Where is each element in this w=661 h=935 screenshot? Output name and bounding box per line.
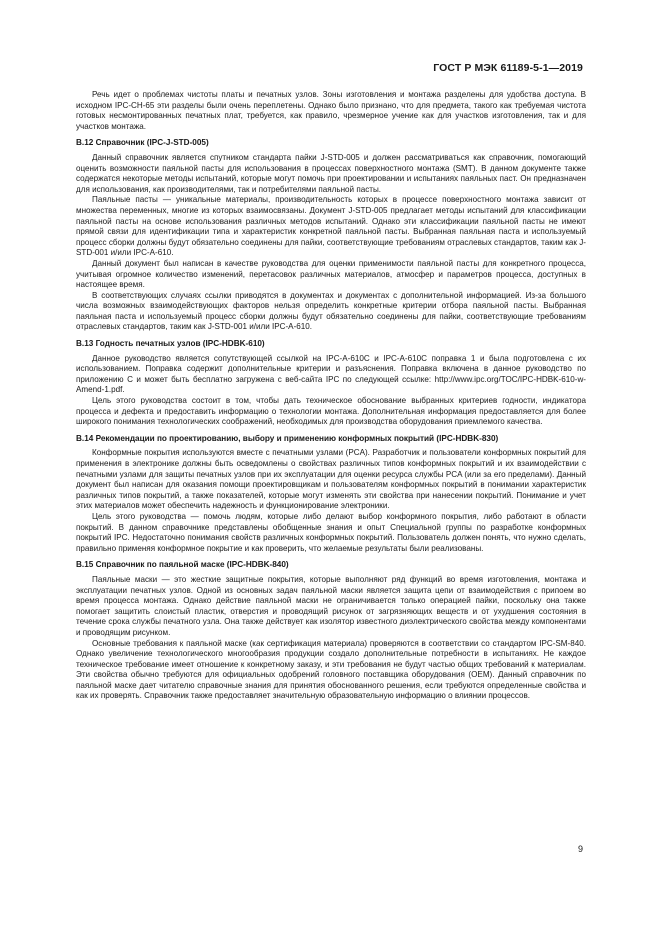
paragraph: Данный документ был написан в качестве руководства для оценки применимости паяльной пасты для конкретного процесса, учитывая огромное количество изменений, перетасовок различных материалов, атмосфер и параметров процесса, доступных в настоящее время. bbox=[76, 258, 586, 290]
paragraph: Данное руководство является сопутствующей ссылкой на IPC-A-610C и IPC-A-610C поправка 1 и была подготовлена с их использованием. Поправка содержит дополнительные критерии и разъяснения. Поправка включена в данное руководство по приложению С и может быть бесплатно загружена с веб-сайта IPC по следующей ссылке: http://www.ipc.org/TOC/IPC-HDBK-610-w-Amend-1.pdf. bbox=[76, 353, 586, 395]
paragraph: Конформные покрытия используются вместе с печатными узлами (PCA). Разработчик и пользователи конформных покрытий для применения в электронике должны быть осведомлены о свойствах различных типов конформных покрытий и их взаимодействии с печатными узлами для защиты печатных узлов при их эксплуатации для оценки ресурса службы PCA (или за его пределами). Данный документ был написан для оказания помощи проектировщикам и пользователям конформных покрытий в понимании характеристик различных типов покрытий, а также показателей, которые могут изменять эти свойства при нанесении покрытий. Понимание и учет этих материалов может обеспечить надежность и функционирование электроники. bbox=[76, 448, 586, 511]
paragraph: Паяльные пасты — уникальные материалы, производительность которых в процессе поверхностного монтажа зависит от множества переменных, многие из которых взаимосвязаны. Документ J-STD-005 предлагает методы испытаний для классификации паяльной пасты на основе использования различных методов испытаний. Однако эти классификации паяльной пасты не имеют прямой связи для идентификации типа и характеристик конкретной паяльной пасты. Выбранная паяльная паста и используемый процесс сборки должны будут обязательно соединены для пайки, соответствующие требованиям отраслевых стандартов, таким как J-STD-001 и/или IPC-A-610. bbox=[76, 195, 586, 258]
paragraph: Цель этого руководства — помочь людям, которые либо делают выбор конформного покрытия, либо работают в области покрытий. В данном справочнике представлены обобщенные знания и опыт Специальной группы по разработке конформных покрытий IPC. Недостаточно понимания свойств различных конформных покрытий. Пользователь должен понять, что нужно сделать, правильно применяя конформное покрытие и как проверить, что желаемые результаты были реализованы. bbox=[76, 511, 586, 553]
section-heading-b15: В.15 Справочник по паяльной маске (IPC-HDBK-840) bbox=[76, 560, 289, 570]
section-heading-b13: В.13 Годность печатных узлов (IPC-HDBK-610) bbox=[76, 339, 265, 349]
document-body bbox=[76, 90, 586, 702]
paragraph: Цель этого руководства состоит в том, чтобы дать техническое обоснование выбранных критериев годности, индикатора процесса и дефекта и предоставить информацию о технологии монтажа. Дополнительная информация предоставляется для более широкого понимания технологических соображений, необходимых для производства оборудования приемлемого качества. bbox=[76, 396, 586, 427]
section-heading-b14: В.14 Рекомендации по проектированию, выбору и применению конформных покрытий (IPC-HDBK-830) bbox=[76, 433, 499, 443]
paragraph: Основные требования к паяльной маске (как сертификация материала) проверяются в соответствии со стандартом IPC-SM-840. Однако увеличение технологического многообразия продукции создало дополнительные потребности в испытаниях. Не каждое техническое требование имеет отношение к конкретному заказу, и эти требования не будут частью общих требований к материалам. Эти свойства обычно требуются для официальных одобрений головного поставщика оборудования (OEM). Данный справочник по паяльной маске дает читателю справочные знания для принятия обоснованного решения, если требуются определенные свойства и как их проверять. Справочник также предоставляет значительную образовательную информацию о влиянии процессов. bbox=[76, 638, 586, 701]
page-number: 9 bbox=[577, 844, 583, 854]
section-heading-b12: В.12 Справочник (IPC-J-STD-005) bbox=[76, 138, 209, 148]
paragraph: Данный справочник является спутником стандарта пайки J-STD-005 и должен рассматриваться как справочник, помогающий оценить возможности паяльной пасты для использования в процессах поверхностного монтажа (SMT). В данном документе также содержатся некоторые методы испытаний, которые могут помочь при проектировании и испытаниях паяльных паст. Он предназначен для использования, как производителями, так и потребителями паяльной пасты. bbox=[76, 152, 586, 194]
paragraph: В соответствующих случаях ссылки приводятся в документах и документах с дополнительной информацией. Из-за большого числа возможных взаимодействующих факторов нельзя определить конкретные критерии отбора паяльной пасты. Выбранная паяльная паста и используемый процесс сборки должны будут обязательно соединены для пайки, соответствующие требованиям отраслевых стандартов, таким как J-STD-001 и/или IPC-A-610. bbox=[76, 290, 586, 332]
document-id-header: ГОСТ Р МЭК 61189-5-1—2019 bbox=[433, 62, 583, 74]
paragraph: Речь идет о проблемах чистоты платы и печатных узлов. Зоны изготовления и монтажа разделены для удобства доступа. В исходном IPC-CH-65 эти разделы были очень переплетены. Однако было признано, что для предмета, такого как требуемая чистота готовых несмонтированных печатных плат, требуется, как правило, чрезмерное учение как для участков изготовления, так и для участков монтажа. bbox=[76, 90, 586, 131]
paragraph: Паяльные маски — это жесткие защитные покрытия, которые выполняют ряд функций во время изготовления, монтажа и эксплуатации печатных узлов. Одной из основных задач паяльной маски является защита цепи от взаимодействия с припоем во время процесса монтажа. Однако действие паяльной маски не ограничивается только операцией пайки, поскольку она также помогает защитить слоистый пластик, отверстия и проводящий рисунок от загрязняющих веществ и от ухудшения состояния в течение срока службы печатного узла. Она также действует как изолятор известного диэлектрического свойства между компонентами и проводящим рисунком. bbox=[76, 574, 586, 637]
